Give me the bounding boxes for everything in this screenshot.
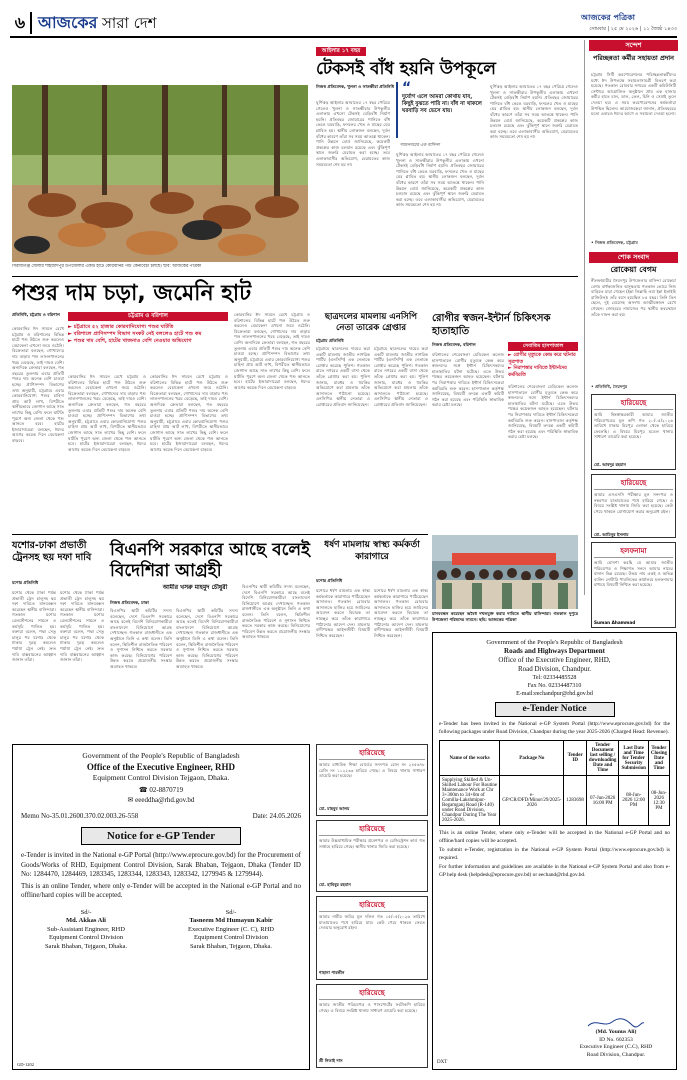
dhorshon-body-col1: যশোরে ধর্ষণ মামলায় এক স্বাস্থ্য কর্মকর্তাকে কারাগারে পাঠিয়েছেন আদালত। গতকাল রোববার আদালতে হাজির হয়ে জামিনের আবেদন করলে বিচারক তা নামঞ্জুর করে তাঁকে কারাগারে পাঠানোর আদেশ দেন। মামলার বাদীপক্ষের আইনজীবী বিষয়টি নিশ্চিত করেছেন। xyxy=(316,588,370,638)
hospital-bullet-1: ► রোগীর মৃত্যুকে কেন্দ্র করে ঘটনার সূত্রপাত xyxy=(508,353,576,365)
tender-right-signature xyxy=(566,1017,666,1059)
signature-scribble xyxy=(566,1017,666,1029)
tender-td-works: Supplying Skilled & Un-Skilled Labour For Routine Maintenance Work at Chr 3+300m to 34+0m of Comilla-Lakshmipur-Begamganj Road (R-140) under Road Division, Chandpur During The Year 2025-2026. xyxy=(440,776,500,826)
sidebar xyxy=(584,40,677,625)
lost-notice-2-title: হারিয়েছে xyxy=(594,477,673,490)
sig1-title: Sub-Assistant Engineer, RHD xyxy=(47,925,125,933)
tender-th-doc: Tender Document last selling / downloading Date and Time xyxy=(586,741,619,776)
sig2-sd: Sd/- xyxy=(225,908,237,916)
tender-left-sig2 xyxy=(161,909,301,952)
teksoi-body-col2: ঘূর্ণিঝড় আইলার আঘাতের ১৭ বছর পেরিয়ে গেলেও খুলনা ও সাতক্ষীরার উপকূলীয় এলাকায় এখনো টেকসই বেড়িবাঁধ নির্মাণ হয়নি। প্রতিবছর জোয়ারের পানিতে বাঁধ ভেঙে ঘরবাড়ি, ফসলের খেত ও মাছের ঘের প্লাবিত হয়। স্থানীয় লোকজন বলছেন, দুর্বল বাঁধের কারণে তাঁরা সব সময় আতঙ্কে থাকেন। পানি উন্নয়ন বোর্ড জানিয়েছে, কয়েকটি প্রকল্পের কাজ চলমান রয়েছে এবং ঝুঁকিপূর্ণ স্থানে জরুরি মেরামত করা হচ্ছে। তবে এলাকাবাসীর অভিযোগ, মেরামতের কাজ সময়মতো শেষ হয় না। xyxy=(396,152,484,208)
hospital-headline: রোগীর স্বজন-ইন্টার্ন চিকিৎসক হাতাহাতি xyxy=(432,313,551,337)
tender-left-office: Office of the Executive Engineer, RHD xyxy=(86,762,236,772)
phone-icon: ☎ xyxy=(138,786,150,794)
tender-right-division: Road Division, Chandpur. xyxy=(517,665,592,673)
sidebar-label xyxy=(589,40,678,51)
lead-bullet-2-text: বরিশালে প্রাণিসম্পদ বিভাগ সংকট নেই বললেও হাটে পশু কম xyxy=(73,331,202,337)
teksoi-body-col3: ঘূর্ণিঝড় আইলার আঘাতের ১৭ বছর পেরিয়ে গেলেও খুলনা ও সাতক্ষীরার উপকূলীয় এলাকায় এখনো টেকসই বেড়িবাঁধ নির্মাণ হয়নি। প্রতিবছর জোয়ারের পানিতে বাঁধ ভেঙে ঘরবাড়ি, ফসলের খেত ও মাছের ঘের প্লাবিত হয়। স্থানীয় লোকজন বলছেন, দুর্বল বাঁধের কারণে তাঁরা সব সময় আতঙ্কে থাকেন। পানি উন্নয়ন বোর্ড জানিয়েছে, কয়েকটি প্রকল্পের কাজ চলমান রয়েছে এবং ঝুঁকিপূর্ণ স্থানে জরুরি মেরামত করা হচ্ছে। তবে এলাকাবাসীর অভিযোগ, মেরামতের কাজ সময়মতো শেষ হয় না। xyxy=(490,84,578,140)
lost-mid-3 xyxy=(316,896,428,980)
lead-bullet-2: ► বরিশালে প্রাণিসম্পদ বিভাগ সংকট নেই বললেও হাটে পশু কম xyxy=(68,331,202,337)
tender-ad-right xyxy=(432,632,677,1070)
tender-left-memo: Memo No-35.01.2600.370.02.003.26-558 xyxy=(21,812,139,820)
sig1-name: Md. Akkas Ali xyxy=(66,917,106,925)
sig2-unit: Equipment Control Division xyxy=(193,934,269,942)
tender-right-sign-div: Road Division, Chandpur. xyxy=(586,1051,646,1058)
tender-right-sign-title: Executive Engineer (C.C), RHD xyxy=(579,1044,653,1050)
bnp-body-col1: বিএনপির স্থায়ী কমিটির সদস্য বলেছেন, দেশে বিএনপি সরকারে আছে বলেই বিদেশি বিনিয়োগকারীরা বাংলাদেশে বিনিয়োগে আগ্রহ দেখাচ্ছেন। গতকাল রাজধানীতে এক অনুষ্ঠানে তিনি এ কথা বলেন। তিনি বলেন, স্থিতিশীল রাজনৈতিক পরিবেশ ও সুশাসন নিশ্চিত করতে সরকার কাজ করছে। বিনিয়োগের পরিবেশ উন্নত করতে প্রয়োজনীয় সংস্কার অব্যাহত থাকবে। xyxy=(110,608,172,669)
lost-notice-1-title: হারিয়েছে xyxy=(594,397,673,410)
right-logo: আজকের পত্রিকা xyxy=(581,13,635,22)
lost-notice-2-sign: মো. আমিনুর ইসলাম xyxy=(594,532,629,537)
tender-td-doc: 07-Jun-2026 16:00 PM xyxy=(586,776,619,826)
lost-notice-1-body: আমি নিম্নস্বাক্ষরকারী আমার জাতীয় পরিচয়পত্রের মূল কপি গত ২০/০৫/২০২৬ তারিখে ঢাকার মিরপুর এলাকা থেকে হারিয়ে ফেলেছি। এ বিষয়ে মিরপুর মডেল থানায় সাধারণ ডায়েরি করা হয়েছে। xyxy=(594,412,673,440)
sig2-addr: Sarak Bhaban, Tejgaon, Dhaka. xyxy=(189,942,273,950)
tender-left-date: Date: 24.05.2026 xyxy=(252,812,301,820)
tender-th-closing: Tender Closing Date and Time xyxy=(648,741,669,776)
lead-body-col4: কোরবানির ঈদ সামনে রেখে চট্টগ্রাম ও বরিশালের বিভিন্ন হাটে পশু উঠতে শুরু করলেও বেচাকেনা এখনো জমে ওঠেনি। বিক্রেতারা বলছেন, গোখাদ্যের দাম বাড়ায় পশু লালনপালনের খরচ বেড়েছে, তাই দামও বেশি। অন্যদিকে ক্রেতারা বলছেন, গত বছরের তুলনায় এবার প্রতিটি পশুর দাম অনেক বেশি চাওয়া হচ্ছে। প্রাণিসম্পদ বিভাগের তথ্য অনুযায়ী, চট্টগ্রামে এবার কোরবানিযোগ্য পশুর চাহিদা প্রায় আট লাখ, বিপরীতে স্থানীয়ভাবে জোগান আছে সাত লাখের কিছু বেশি। ফলে ঘাটতি পূরণে অন্য জেলা থেকে পশু আনতে হবে। হাটের ইজারাদারেরা বলছেন, ঈদের আগের কয়েক দিনে বেচাকেনা বাড়বে। xyxy=(234,312,310,390)
sig2-title: Executive Engineer (C. C), RHD xyxy=(188,925,274,933)
lost-notice-3-body: আমি ঘোষণা করছি যে আমার জাতীয় পরিচয়পত্র ও শিক্ষাগত সনদে আমার নামের বানান ভিন্ন রয়েছে। উভয় নাম একই ও অভিন্ন ব্যক্তি। নোটারি পাবলিকের কার্যালয়ে হলফনামার মাধ্যমে বিষয়টি নিশ্চিত করা হয়েছে। xyxy=(594,560,673,588)
jessore-byline: যশোর প্রতিনিধি xyxy=(12,580,39,585)
sig1-addr: Sarak Bhaban, Tejgaon, Dhaka. xyxy=(44,942,128,950)
lost-notice-3-sign: Suman Ahammad xyxy=(594,620,636,625)
lead-bullet-3-text: পশুর দাম বেশি, হাটের খাজনাও বেশি নেওয়ার অভিযোগ xyxy=(73,338,192,344)
obit-label xyxy=(589,252,678,263)
tender-right-code: DXT xyxy=(437,1060,448,1065)
hospital-bullet-2-text: নিরাপত্তার দাবিতে ইন্টার্নদের কর্মবিরতি xyxy=(508,366,567,378)
lead-top-rule xyxy=(12,276,578,277)
date-line: সোমবার | ২৫ মে ২০২৬ | ১১ জ্যৈষ্ঠ ১৪৩৩ xyxy=(589,26,677,32)
tender-right-tel: Tel: 02334485528 xyxy=(532,675,577,681)
lost-notice-1 xyxy=(591,394,676,470)
teksoi-headline: টেকসই বাঁধ হয়নি উপকূলে xyxy=(316,59,496,79)
jessore-body-col1: যশোর থেকে ঢাকা পর্যন্ত প্রভাতী ট্রেন চালুসহ ছয় দফা দাবিতে মানববন্ধন করেছেন স্থানীয় বাসিন্দারা। গতকাল যশোর রেলস্টেশনের সামনে এ কর্মসূচি পালিত হয়। বক্তারা বলেন, পদ্মা সেতু চালুর পর যশোর থেকে ঢাকার দূরত্ব কমলেও পর্যাপ্ত ট্রেন নেই। দ্রুত দাবি বাস্তবায়নের আহ্বান জানান তাঁরা। xyxy=(12,590,56,663)
tender-left-notice-title: Notice for e-GP Tender xyxy=(106,830,216,842)
tender-left-phone: 02-8870719 xyxy=(149,786,184,794)
lost-mid-3-title: হারিয়েছে xyxy=(319,899,425,912)
lost-mid-1-title: হারিয়েছে xyxy=(319,747,425,760)
tender-left-phone-row xyxy=(21,785,301,795)
tender-right-table xyxy=(439,740,670,826)
bnp-headline: বিএনপি সরকারে আছে বলেই বিদেশিরা আগ্রহী xyxy=(110,540,310,581)
sig1-sd: Sd/- xyxy=(80,908,92,916)
hospital-kicker-text: সেবাতিম হাসপাতাল xyxy=(522,343,564,349)
tender-left-code: GD-1202 xyxy=(17,1062,34,1067)
lost-mid-4-body: আমার জাতীয় পরিচয়পত্র ও পাসপোর্টের ফটোকপি হারিয়ে গেছে। এ বিষয়ে সংশ্লিষ্ট থানায় সাধারণ ডায়েরি করা হয়েছে। xyxy=(319,1002,425,1013)
paper-name: আজকের xyxy=(38,13,98,32)
lost-mid-1-body: আমার মাধ্যমিক শিক্ষা বোর্ডের সনদপত্র রোল নং ২৪৫৬৭৮ রেজি নং ১১২২৩৩ হারিয়ে গেছে। এ বিষয়ে থানায় সাধারণ ডায়েরি করা হয়েছে। xyxy=(319,762,425,779)
tender-left-sig1 xyxy=(21,909,151,952)
obit-body: নীলফামারীর সৈয়দপুর উপজেলার বাসিন্দা রোকেয়া বেগম বার্ধক্যজনিত অসুস্থতায় গতকাল ভোরে নিজ বাড়িতে মারা গেছেন (ইন্না লিল্লাহি ওয়া ইন্না ইলাইহি রাজিউন)। তাঁর বয়স হয়েছিল ৮৫ বছর। তিনি তিন ছেলে, দুই মেয়েসহ অসংখ্য আত্মীয়স্বজন রেখে গেছেন। জোহরের নামাজের পর স্থানীয় কবরস্থানে তাঁকে দাফন করা হয়। xyxy=(591,278,676,317)
tender-td-id: 1283698 xyxy=(564,776,587,826)
obit-credit: • প্রতিনিধি, সৈয়দপুর xyxy=(591,384,628,389)
lost-notice-3 xyxy=(591,542,676,628)
tender-th-id: Tender ID xyxy=(564,741,587,776)
protest-photo xyxy=(432,535,578,609)
sidebar-label-text: সন্দেশ xyxy=(625,41,642,49)
email-icon: ✉ xyxy=(127,796,136,804)
masthead xyxy=(10,12,677,34)
lead-bullet-3: ► পশুর দাম বেশি, হাটের খাজনাও বেশি নেওয়ার অভিযোগ xyxy=(68,338,192,344)
tender-right-sign-id: ID No. 602353 xyxy=(599,1036,633,1043)
obit-label-text: শোক সংবাদ xyxy=(617,253,650,261)
tender-td-package: e-GP/CR/DFD/Minor/29/2025-2026 xyxy=(500,776,564,826)
lost-mid-4-sign: শ্রী নিতাই দাস xyxy=(319,1058,343,1063)
tender-right-intro: e-Tender has been invited in the National e-GP System Portal (http://www.eprocure.gov.bd) for the following packages under Road Division, Chandpur during the year 2025-2026 (Charged Head: Revenue). xyxy=(439,721,670,735)
tender-table-header-row xyxy=(440,741,670,776)
bnp-byline: নিজস্ব প্রতিবেদক, ঢাকা xyxy=(110,600,149,605)
tender-right-notice-title: e-Tender Notice xyxy=(522,704,587,714)
lost-notice-2 xyxy=(591,474,676,538)
obit-name: রোকেয়া বেগম xyxy=(610,265,657,274)
lost-notice-2-body: আমার এসএসসি পরীক্ষার মূল সনদপত্র ও নম্বরপত্র যাতায়াতের পথে হারিয়ে গেছে। এ বিষয়ে সংশ্লিষ্ট থানায় জিডি করা হয়েছে। কেউ পেয়ে থাকলে যোগাযোগ করার অনুরোধ রইল। xyxy=(594,492,673,514)
lead-body-col1: কোরবানির ঈদ সামনে রেখে চট্টগ্রাম ও বরিশালের বিভিন্ন হাটে পশু উঠতে শুরু করলেও বেচাকেনা এখনো জমে ওঠেনি। বিক্রেতারা বলছেন, গোখাদ্যের দাম বাড়ায় পশু লালনপালনের খরচ বেড়েছে, তাই দামও বেশি। অন্যদিকে ক্রেতারা বলছেন, গত বছরের তুলনায় এবার প্রতিটি পশুর দাম অনেক বেশি চাওয়া হচ্ছে। প্রাণিসম্পদ বিভাগের তথ্য অনুযায়ী, চট্টগ্রামে এবার কোরবানিযোগ্য পশুর চাহিদা প্রায় আট লাখ, বিপরীতে স্থানীয়ভাবে জোগান আছে সাত লাখের কিছু বেশি। ফলে ঘাটতি পূরণে অন্য জেলা থেকে পশু আনতে হবে। হাটের ইজারাদারেরা বলছেন, ঈদের আগের কয়েক দিনে বেচাকেনা বাড়বে। xyxy=(12,326,64,443)
mid-rule xyxy=(12,534,428,535)
tender-right-sign-name: (Md. Younus Ali) xyxy=(595,1029,637,1035)
lost-mid-2-sign: মো. হাবিবুর রহমান xyxy=(319,882,351,887)
lost-mid-4-title: হারিয়েছে xyxy=(319,987,425,1000)
tender-td-closing: 08-Jun-2026 12:30 PM xyxy=(648,776,669,826)
tender-ad-left xyxy=(12,744,310,1070)
tender-right-dept: Roads and Highways Department xyxy=(504,647,605,655)
lost-mid-3-sign: শাহানা পারভীন xyxy=(319,970,345,975)
tender-td-security: 08-Jun-2026 12:00 PM xyxy=(619,776,648,826)
hospital-bullet-1-text: রোগীর মৃত্যুকে কেন্দ্র করে ঘটনার সূত্রপাত xyxy=(508,353,576,365)
table-row xyxy=(440,776,670,826)
tender-left-email-row xyxy=(21,795,301,805)
tender-th-works: Name of the works xyxy=(440,741,500,776)
lost-notice-1-sign: মো. আবদুর রহমান xyxy=(594,462,627,467)
sidebar-story1-credit: • নিজস্ব প্রতিবেদক, চট্টগ্রাম xyxy=(591,240,638,245)
jessore-headline: যশোর-ঢাকা প্রভাতী ট্রেনসহ ছয় দফা দাবি xyxy=(12,540,92,563)
ncp-body-col1: চট্টগ্রামে ছাত্রদলের দায়ের করা একটি মামলায় জাতীয় নাগরিক পার্টির (এনসিপি) এক নেতাকে গ্রেপ্তার করেছে পুলিশ। গতকাল রাতে নগরের একটি বাসা থেকে তাঁকে গ্রেপ্তার করা হয়। পুলিশ জানায়, মারধর ও হুমকির অভিযোগে করা মামলায় তাঁকে আদালতে পাঠানো হয়েছে। এনসিপির স্থানীয় নেতারা এ গ্রেপ্তারের প্রতিবাদ জানিয়েছেন। xyxy=(316,346,370,407)
lost-mid-4 xyxy=(316,984,428,1068)
hospital-body-col1: বরিশালের শেরেবাংলা মেডিকেল কলেজ হাসপাতালে রোগীর মৃত্যুকে কেন্দ্র করে স্বজনদের সঙ্গে ইন্টার্ন চিকিৎসকদের হাতাহাতির ঘটনা ঘটেছে। এতে উভয় পক্ষের কয়েকজন আহত হয়েছেন। ঘটনার পর নিরাপত্তার দাবিতে ইন্টার্ন চিকিৎসকেরা কর্মবিরতি শুরু করেন। হাসপাতাল কর্তৃপক্ষ জানিয়েছে, বিষয়টি তদন্তে একটি কমিটি গঠন করা হয়েছে এবং পরিস্থিতি স্বাভাবিক করার চেষ্টা চলছে। xyxy=(432,352,504,408)
lost-mid-2-body: আমার উচ্চমাধ্যমিক পরীক্ষার প্রবেশপত্র ও রেজিস্ট্রেশন কার্ড গত সপ্তাহে হারিয়ে গেছে। স্থানীয় থানায় জিডি করা হয়েছে। xyxy=(319,838,425,849)
tender-right-email: E-mail:eechandpur@rhd.gov.bd xyxy=(516,691,593,697)
teksoi-kicker-text: আইলার ১৭ বছর xyxy=(321,48,361,54)
page-number: ৬ xyxy=(10,12,32,34)
lead-kicker xyxy=(68,312,228,321)
lost-mid-1 xyxy=(316,744,428,816)
tender-left-title-box xyxy=(81,827,241,845)
tender-right-gov: Government of the People's Republic of Bangladesh xyxy=(486,639,623,646)
ncp-byline: চট্টগ্রাম প্রতিনিধি xyxy=(316,338,344,343)
protest-photo-caption: মানববন্ধন করেছেন অবৈধ দখলমুক্ত করার দাবিতে স্থানীয় বাসিন্দারা। গতকাল দুপুরে উপজেলা পরিষদের সামনে। ছবি: আজকের পত্রিকা xyxy=(432,611,578,622)
lead-headline: পশুর দাম চড়া, জমেনি হাট xyxy=(12,281,252,306)
sidebar-story1-title: পরিচ্ছন্নতা কর্মীর সহায়তা প্রদান xyxy=(592,54,675,62)
lost-notice-3-title: হলফনামা xyxy=(594,545,673,558)
dhorshon-headline: ধর্ষণ মামলায় স্বাস্থ্য কর্মকর্তা কারাগারে xyxy=(324,540,420,562)
tender-th-package: Package No xyxy=(500,741,564,776)
tender-left-body: e-Tender is invited in the National e-GP Portal (http://www.eprocure.gov.bd) for the Procurement of Goods/Works of RHD, Equipment Control Division, Sarak Bhaban, Tejgaon, Dhaka (Tender ID No: 1284470, 1284469, 1283345, 1283344, 1283343, 1283342, 1279945 & 1279944). xyxy=(21,851,302,879)
bnp-speaker: আমীর খসরু মাহমুদ চৌধুরী xyxy=(162,584,228,591)
quote-mark-icon: “ xyxy=(402,80,412,96)
tender-th-security: Last Date and Time for Tender Security Submission xyxy=(619,741,648,776)
lead-bullets xyxy=(68,324,228,370)
lost-notices-mid xyxy=(316,744,428,1070)
tender-left-signatures xyxy=(21,909,301,952)
dhorshon-body-col2: যশোরে ধর্ষণ মামলায় এক স্বাস্থ্য কর্মকর্তাকে কারাগারে পাঠিয়েছেন আদালত। গতকাল রোববার আদালতে হাজির হয়ে জামিনের আবেদন করলে বিচারক তা নামঞ্জুর করে তাঁকে কারাগারে পাঠানোর আদেশ দেন। মামলার বাদীপক্ষের আইনজীবী বিষয়টি নিশ্চিত করেছেন। xyxy=(374,588,428,638)
bnp-body-col2: বিএনপির স্থায়ী কমিটির সদস্য বলেছেন, দেশে বিএনপি সরকারে আছে বলেই বিদেশি বিনিয়োগকারীরা বাংলাদেশে বিনিয়োগে আগ্রহ দেখাচ্ছেন। গতকাল রাজধানীতে এক অনুষ্ঠানে তিনি এ কথা বলেন। তিনি বলেন, স্থিতিশীল রাজনৈতিক পরিবেশ ও সুশাসন নিশ্চিত করতে সরকার কাজ করছে। বিনিয়োগের পরিবেশ উন্নত করতে প্রয়োজনীয় সংস্কার অব্যাহত থাকবে। xyxy=(176,608,238,669)
ncp-headline: ছাত্রদলের মামলায় এনসিপি নেতা তারেক গ্রেপ্তার xyxy=(324,312,418,333)
lost-mid-1-sign: মো. মাহবুব আলম xyxy=(319,806,350,811)
lost-mid-2-title: হারিয়েছে xyxy=(319,823,425,836)
top-photo-caption: সিরাজগঞ্জ জেলার শাহজাদপুর উপজেলার একটি হাটে কোরবানির পশু কেনাবেচা চলছে। ছবি: আজকের পত্রিকা xyxy=(12,264,202,269)
hospital-byline: নিজস্ব প্রতিবেদক, বরিশাল xyxy=(432,342,476,347)
tender-right-title-box xyxy=(495,702,615,717)
hospital-kicker xyxy=(508,342,578,351)
section-title: সারা দেশ xyxy=(102,14,157,32)
hospital-bullets xyxy=(508,353,578,381)
ncp-body-col2: চট্টগ্রামে ছাত্রদলের দায়ের করা একটি মামলায় জাতীয় নাগরিক পার্টির (এনসিপি) এক নেতাকে গ্রেপ্তার করেছে পুলিশ। গতকাল রাতে নগরের একটি বাসা থেকে তাঁকে গ্রেপ্তার করা হয়। পুলিশ জানায়, মারধর ও হুমকির অভিযোগে করা মামলায় তাঁকে আদালতে পাঠানো হয়েছে। এনসিপির স্থানীয় নেতারা এ গ্রেপ্তারের প্রতিবাদ জানিয়েছেন। xyxy=(374,346,428,407)
teksoi-kicker xyxy=(316,47,366,56)
lead-bullet-1-text: চট্টগ্রামে ৫২ হাজার কোরবানিযোগ্য পশুর ঘাটতি xyxy=(73,324,174,330)
tender-right-fax: Fax No. 02334487310 xyxy=(527,683,582,689)
dhorshon-byline: যশোর প্রতিনিধি xyxy=(316,578,343,583)
lead-body-col2: কোরবানির ঈদ সামনে রেখে চট্টগ্রাম ও বরিশালের বিভিন্ন হাটে পশু উঠতে শুরু করলেও বেচাকেনা এখনো জমে ওঠেনি। বিক্রেতারা বলছেন, গোখাদ্যের দাম বাড়ায় পশু লালনপালনের খরচ বেড়েছে, তাই দামও বেশি। অন্যদিকে ক্রেতারা বলছেন, গত বছরের তুলনায় এবার প্রতিটি পশুর দাম অনেক বেশি চাওয়া হচ্ছে। প্রাণিসম্পদ বিভাগের তথ্য অনুযায়ী, চট্টগ্রামে এবার কোরবানিযোগ্য পশুর চাহিদা প্রায় আট লাখ, বিপরীতে স্থানীয়ভাবে জোগান আছে সাত লাখের কিছু বেশি। ফলে ঘাটতি পূরণে অন্য জেলা থেকে পশু আনতে হবে। হাটের ইজারাদারেরা বলছেন, ঈদের আগের কয়েক দিনে বেচাকেনা বাড়বে। xyxy=(68,374,146,452)
tender-left-memo-row xyxy=(21,811,301,821)
lost-mid-3-body: আমার নামীয় জমির মূল দলিল গত ১৫/০৫/২০২৬ তারিখে যাতায়াতের পথে হারিয়ে যায়। কেউ পেয়ে থাকলে ফেরত দেওয়ার অনুরোধ রইল। xyxy=(319,914,425,931)
hospital-bullet-2: ► নিরাপত্তার দাবিতে ইন্টার্নদের কর্মবিরতি xyxy=(508,366,567,378)
teksoi-quote-box xyxy=(396,82,482,138)
lead-bullet-1: ► চট্টগ্রামে ৫২ হাজার কোরবানিযোগ্য পশুর ঘাটতি xyxy=(68,324,174,330)
hospital-body-col2: বরিশালের শেরেবাংলা মেডিকেল কলেজ হাসপাতালে রোগীর মৃত্যুকে কেন্দ্র করে স্বজনদের সঙ্গে ইন্টার্ন চিকিৎসকদের হাতাহাতির ঘটনা ঘটেছে। এতে উভয় পক্ষের কয়েকজন আহত হয়েছেন। ঘটনার পর নিরাপত্তার দাবিতে ইন্টার্ন চিকিৎসকেরা কর্মবিরতি শুরু করেন। হাসপাতাল কর্তৃপক্ষ জানিয়েছে, বিষয়টি তদন্তে একটি কমিটি গঠন করা হয়েছে এবং পরিস্থিতি স্বাভাবিক করার চেষ্টা চলছে। xyxy=(508,384,578,440)
tender-right-note3: For further information and guidelines are available in the National e-GP System Portal and also from e-GP help desk (helpdesk@eprocure.gov.bd) or eechand@rhd.gov.bd. xyxy=(439,864,670,878)
tender-left-body2: This is an online Tender, where only e-Tender will be accepted in the National e-GP Portal and no offline/hard copies will be accepted. xyxy=(21,881,301,900)
teksoi-body-col1: ঘূর্ণিঝড় আইলার আঘাতের ১৭ বছর পেরিয়ে গেলেও খুলনা ও সাতক্ষীরার উপকূলীয় এলাকায় এখনো টেকসই বেড়িবাঁধ নির্মাণ হয়নি। প্রতিবছর জোয়ারের পানিতে বাঁধ ভেঙে ঘরবাড়ি, ফসলের খেত ও মাছের ঘের প্লাবিত হয়। স্থানীয় লোকজন বলছেন, দুর্বল বাঁধের কারণে তাঁরা সব সময় আতঙ্কে থাকেন। পানি উন্নয়ন বোর্ড জানিয়েছে, কয়েকটি প্রকল্পের কাজ চলমান রয়েছে এবং ঝুঁকিপূর্ণ স্থানে জরুরি মেরামত করা হচ্ছে। তবে এলাকাবাসীর অভিযোগ, মেরামতের কাজ সময়মতো শেষ হয় না। xyxy=(316,100,390,167)
tender-right-note1: This is an online Tender, where only e-Tender will be accepted in the National e-GP Portal and no offline/hard copies will be accepted. xyxy=(439,830,670,844)
teksoi-quote-by: শ্যামনগরের এক বাসিন্দা xyxy=(400,142,440,147)
teksoi-quote-text: দুর্যোগ এলে আমরা কোথায় যাব, কিছুই বুঝতে পারি না। বাঁধ না থাকলে ঘরবাড়ি সব ভেসে যায়। xyxy=(402,94,482,114)
tender-right-note2: To submit e-Tender, registration in the National e-GP System Portal (http://www.eprocure.gov.bd) is required. xyxy=(439,847,670,861)
tender-left-unit: Equipment Control Division Tejgaon, Dhaka. xyxy=(92,773,230,782)
tender-right-office: Office of the Executive Engineer, RHD, xyxy=(498,656,611,664)
jessore-body-col2: যশোর থেকে ঢাকা পর্যন্ত প্রভাতী ট্রেন চালুসহ ছয় দফা দাবিতে মানববন্ধন করেছেন স্থানীয় বাসিন্দারা। গতকাল যশোর রেলস্টেশনের সামনে এ কর্মসূচি পালিত হয়। বক্তারা বলেন, পদ্মা সেতু চালুর পর যশোর থেকে ঢাকার দূরত্ব কমলেও পর্যাপ্ত ট্রেন নেই। দ্রুত দাবি বাস্তবায়নের আহ্বান জানান তাঁরা। xyxy=(60,590,104,663)
sig1-unit: Equipment Control Division xyxy=(48,934,124,942)
lost-mid-2 xyxy=(316,820,428,892)
bnp-body-col3: বিএনপির স্থায়ী কমিটির সদস্য বলেছেন, দেশে বিএনপি সরকারে আছে বলেই বিদেশি বিনিয়োগকারীরা বাংলাদেশে বিনিয়োগে আগ্রহ দেখাচ্ছেন। গতকাল রাজধানীতে এক অনুষ্ঠানে তিনি এ কথা বলেন। তিনি বলেন, স্থিতিশীল রাজনৈতিক পরিবেশ ও সুশাসন নিশ্চিত করতে সরকার কাজ করছে। বিনিয়োগের পরিবেশ উন্নত করতে প্রয়োজনীয় সংস্কার অব্যাহত থাকবে। xyxy=(242,584,310,640)
tender-left-email: eeeddha@rhd.gov.bd xyxy=(135,796,195,804)
lead-body-col3: কোরবানির ঈদ সামনে রেখে চট্টগ্রাম ও বরিশালের বিভিন্ন হাটে পশু উঠতে শুরু করলেও বেচাকেনা এখনো জমে ওঠেনি। বিক্রেতারা বলছেন, গোখাদ্যের দাম বাড়ায় পশু লালনপালনের খরচ বেড়েছে, তাই দামও বেশি। অন্যদিকে ক্রেতারা বলছেন, গত বছরের তুলনায় এবার প্রতিটি পশুর দাম অনেক বেশি চাওয়া হচ্ছে। প্রাণিসম্পদ বিভাগের তথ্য অনুযায়ী, চট্টগ্রামে এবার কোরবানিযোগ্য পশুর চাহিদা প্রায় আট লাখ, বিপরীতে স্থানীয়ভাবে জোগান আছে সাত লাখের কিছু বেশি। ফলে ঘাটতি পূরণে অন্য জেলা থেকে পশু আনতে হবে। হাটের ইজারাদারেরা বলছেন, ঈদের আগের কয়েক দিনে বেচাকেনা বাড়বে। xyxy=(150,374,228,452)
masthead-rule xyxy=(10,36,677,38)
cattle-market-photo xyxy=(12,85,308,262)
teksoi-byline: নিজস্ব প্রতিবেদক, খুলনা ও সাতক্ষীরা প্রতিনিধি xyxy=(316,84,395,89)
sig2-name: Tasneem Md Humayun Kabir xyxy=(189,917,273,925)
lead-byline: প্রতিনিধি, চট্টগ্রাম ও বরিশাল xyxy=(12,312,60,317)
tender-left-gov: Government of the People's Republic of Bangladesh xyxy=(82,751,240,760)
sidebar-story1-body: চট্টগ্রাম সিটি করপোরেশনের পরিচ্ছন্নতাকর্মীদের মধ্যে ঈদ উপলক্ষে সহায়তাসামগ্রী বিতরণ করা হয়েছে। গতকাল রোববার নগরের একটি কমিউনিটি সেন্টারে আয়োজিত অনুষ্ঠানে প্রায় এক হাজার কর্মীর হাতে চাল, ডাল, তেল, চিনি ও সেমাই তুলে দেওয়া হয়। এ সময় করপোরেশনের কর্মকর্তারা উপস্থিত ছিলেন। আয়োজকেরা জানান, প্রতিবছরের মতো এবারও ঈদের আগে এ সহায়তা দেওয়া হলো। xyxy=(591,72,676,117)
lead-kicker-text: চট্টগ্রাম ও বরিশাল xyxy=(128,313,168,319)
